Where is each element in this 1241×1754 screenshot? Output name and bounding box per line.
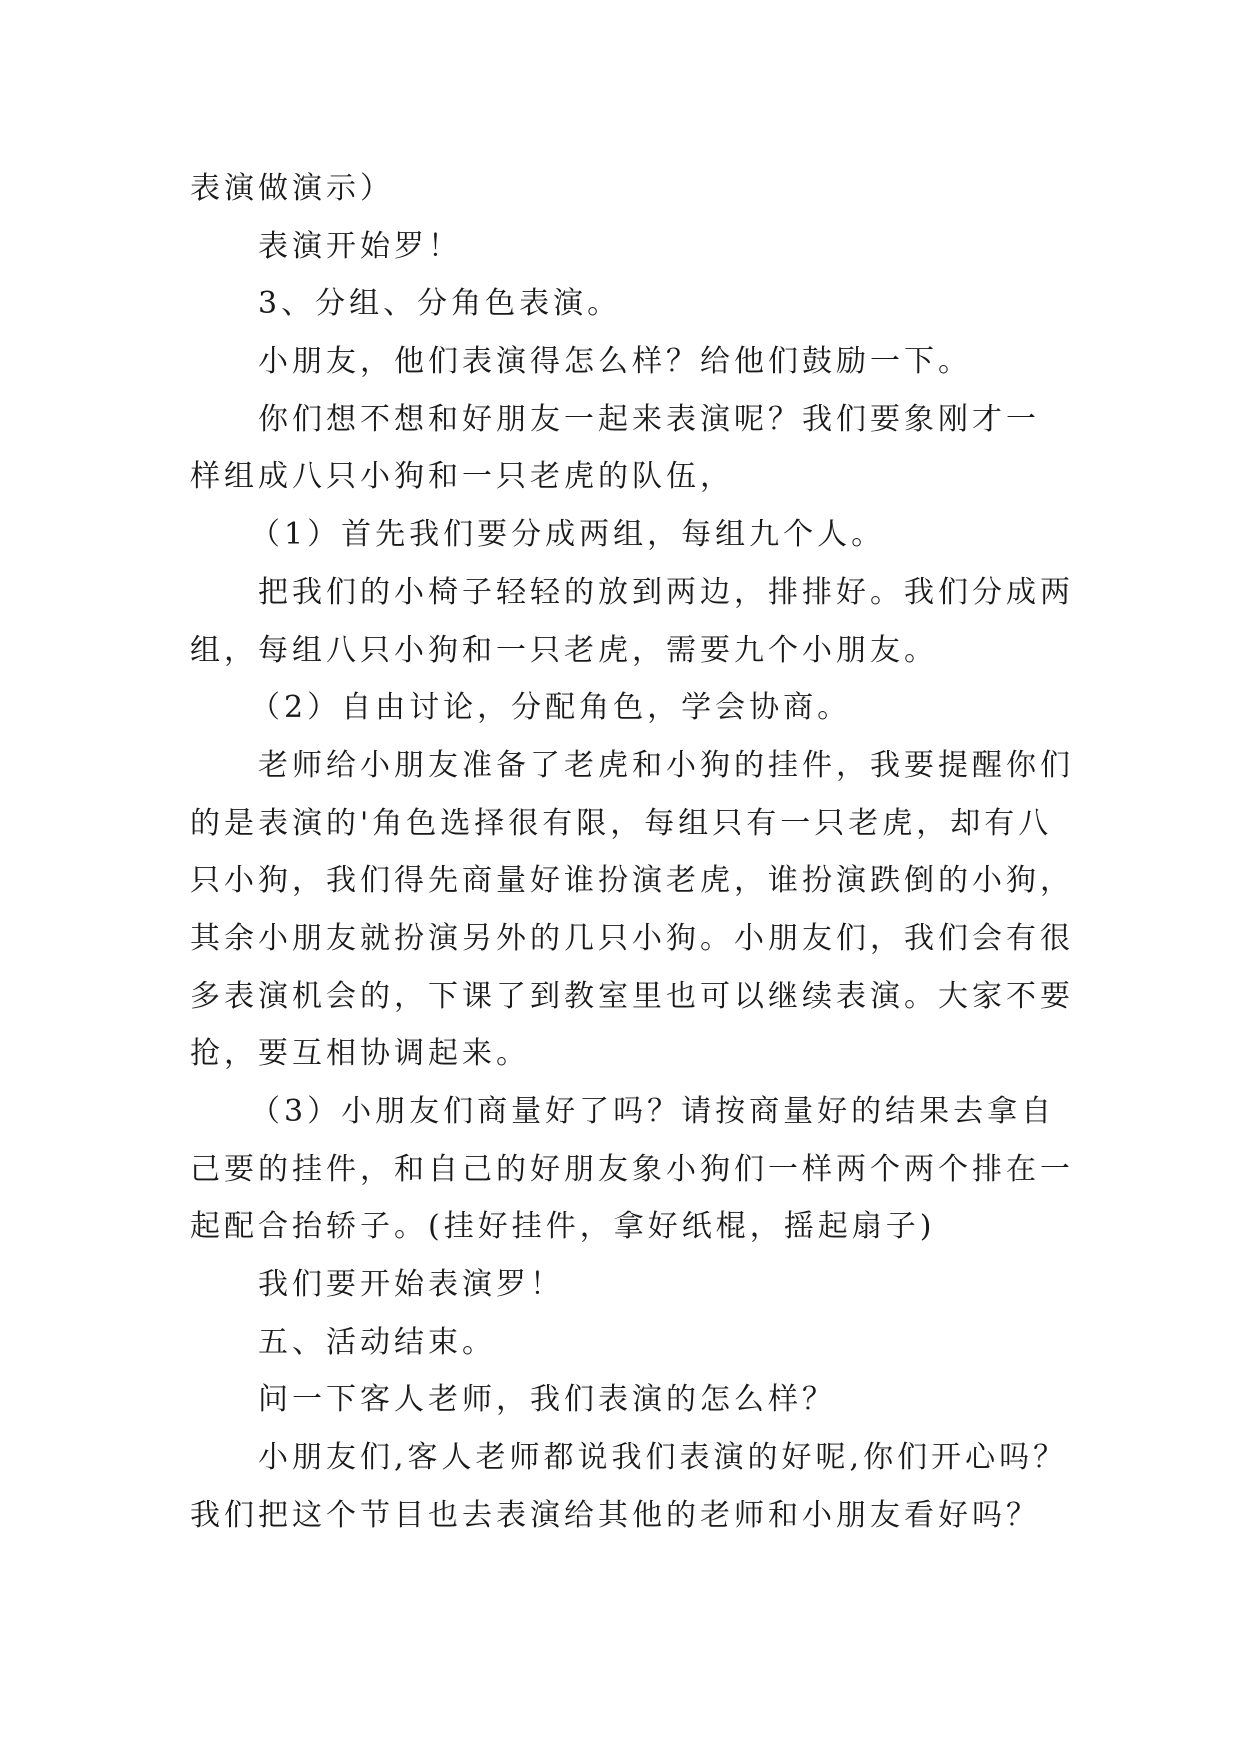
paragraph-line: 己要的挂件，和自己的好朋友象小狗们一样两个两个排在一 — [190, 1151, 1074, 1187]
document-body — [190, 160, 1074, 1545]
paragraph-line: 小朋友们,客人老师都说我们表演的好呢,你们开心吗？ — [258, 1440, 1068, 1476]
paragraph-line: 起配合抬轿子。(挂好挂件，拿好纸棍，摇起扇子) — [190, 1209, 936, 1245]
paragraph-line: 五、活动结束。 — [258, 1324, 496, 1360]
paragraph-line: 其余小朋友就扮演另外的几只小狗。小朋友们，我们会有很 — [190, 920, 1074, 956]
paragraph-line: （3）小朋友们商量好了吗？请按商量好的结果去拿自 — [250, 1094, 1056, 1129]
paragraph-line: 只小狗，我们得先商量好谁扮演老虎，谁扮演跌倒的小狗， — [190, 863, 1074, 899]
paragraph-line: 表演开始罗！ — [258, 228, 462, 264]
paragraph-line: 我们要开始表演罗！ — [258, 1267, 564, 1303]
paragraph-line: 你们想不想和好朋友一起来表演呢？我们要象刚才一 — [258, 401, 1040, 437]
paragraph-line: 样组成八只小狗和一只老虎的队伍， — [190, 459, 734, 495]
paragraph-line: （1）首先我们要分成两组，每组九个人。 — [250, 517, 886, 553]
paragraph-line: 3、分组、分角色表演。 — [258, 286, 622, 322]
paragraph-line: 老师给小朋友准备了老虎和小狗的挂件，我要提醒你们 — [258, 747, 1074, 783]
paragraph-line: 组，每组八只小狗和一只老虎，需要九个小朋友。 — [190, 632, 938, 668]
paragraph-line: 问一下客人老师，我们表演的怎么样？ — [258, 1382, 836, 1418]
paragraph-line: 多表演机会的，下课了到教室里也可以继续表演。大家不要 — [190, 978, 1074, 1014]
paragraph-line: 把我们的小椅子轻轻的放到两边，排排好。我们分成两 — [258, 574, 1074, 610]
paragraph-line: （2）自由讨论，分配角色，学会协商。 — [250, 690, 852, 726]
paragraph-line: 我们把这个节目也去表演给其他的老师和小朋友看好吗？ — [190, 1497, 1040, 1533]
paragraph-line: 的是表演的'角色选择很有限，每组只有一只老虎，却有八 — [190, 805, 1053, 841]
paragraph-line: 表演做演示） — [190, 171, 394, 206]
paragraph-line: 小朋友，他们表演得怎么样？给他们鼓励一下。 — [258, 344, 972, 380]
paragraph-line: 抢，要互相协调起来。 — [190, 1036, 530, 1072]
